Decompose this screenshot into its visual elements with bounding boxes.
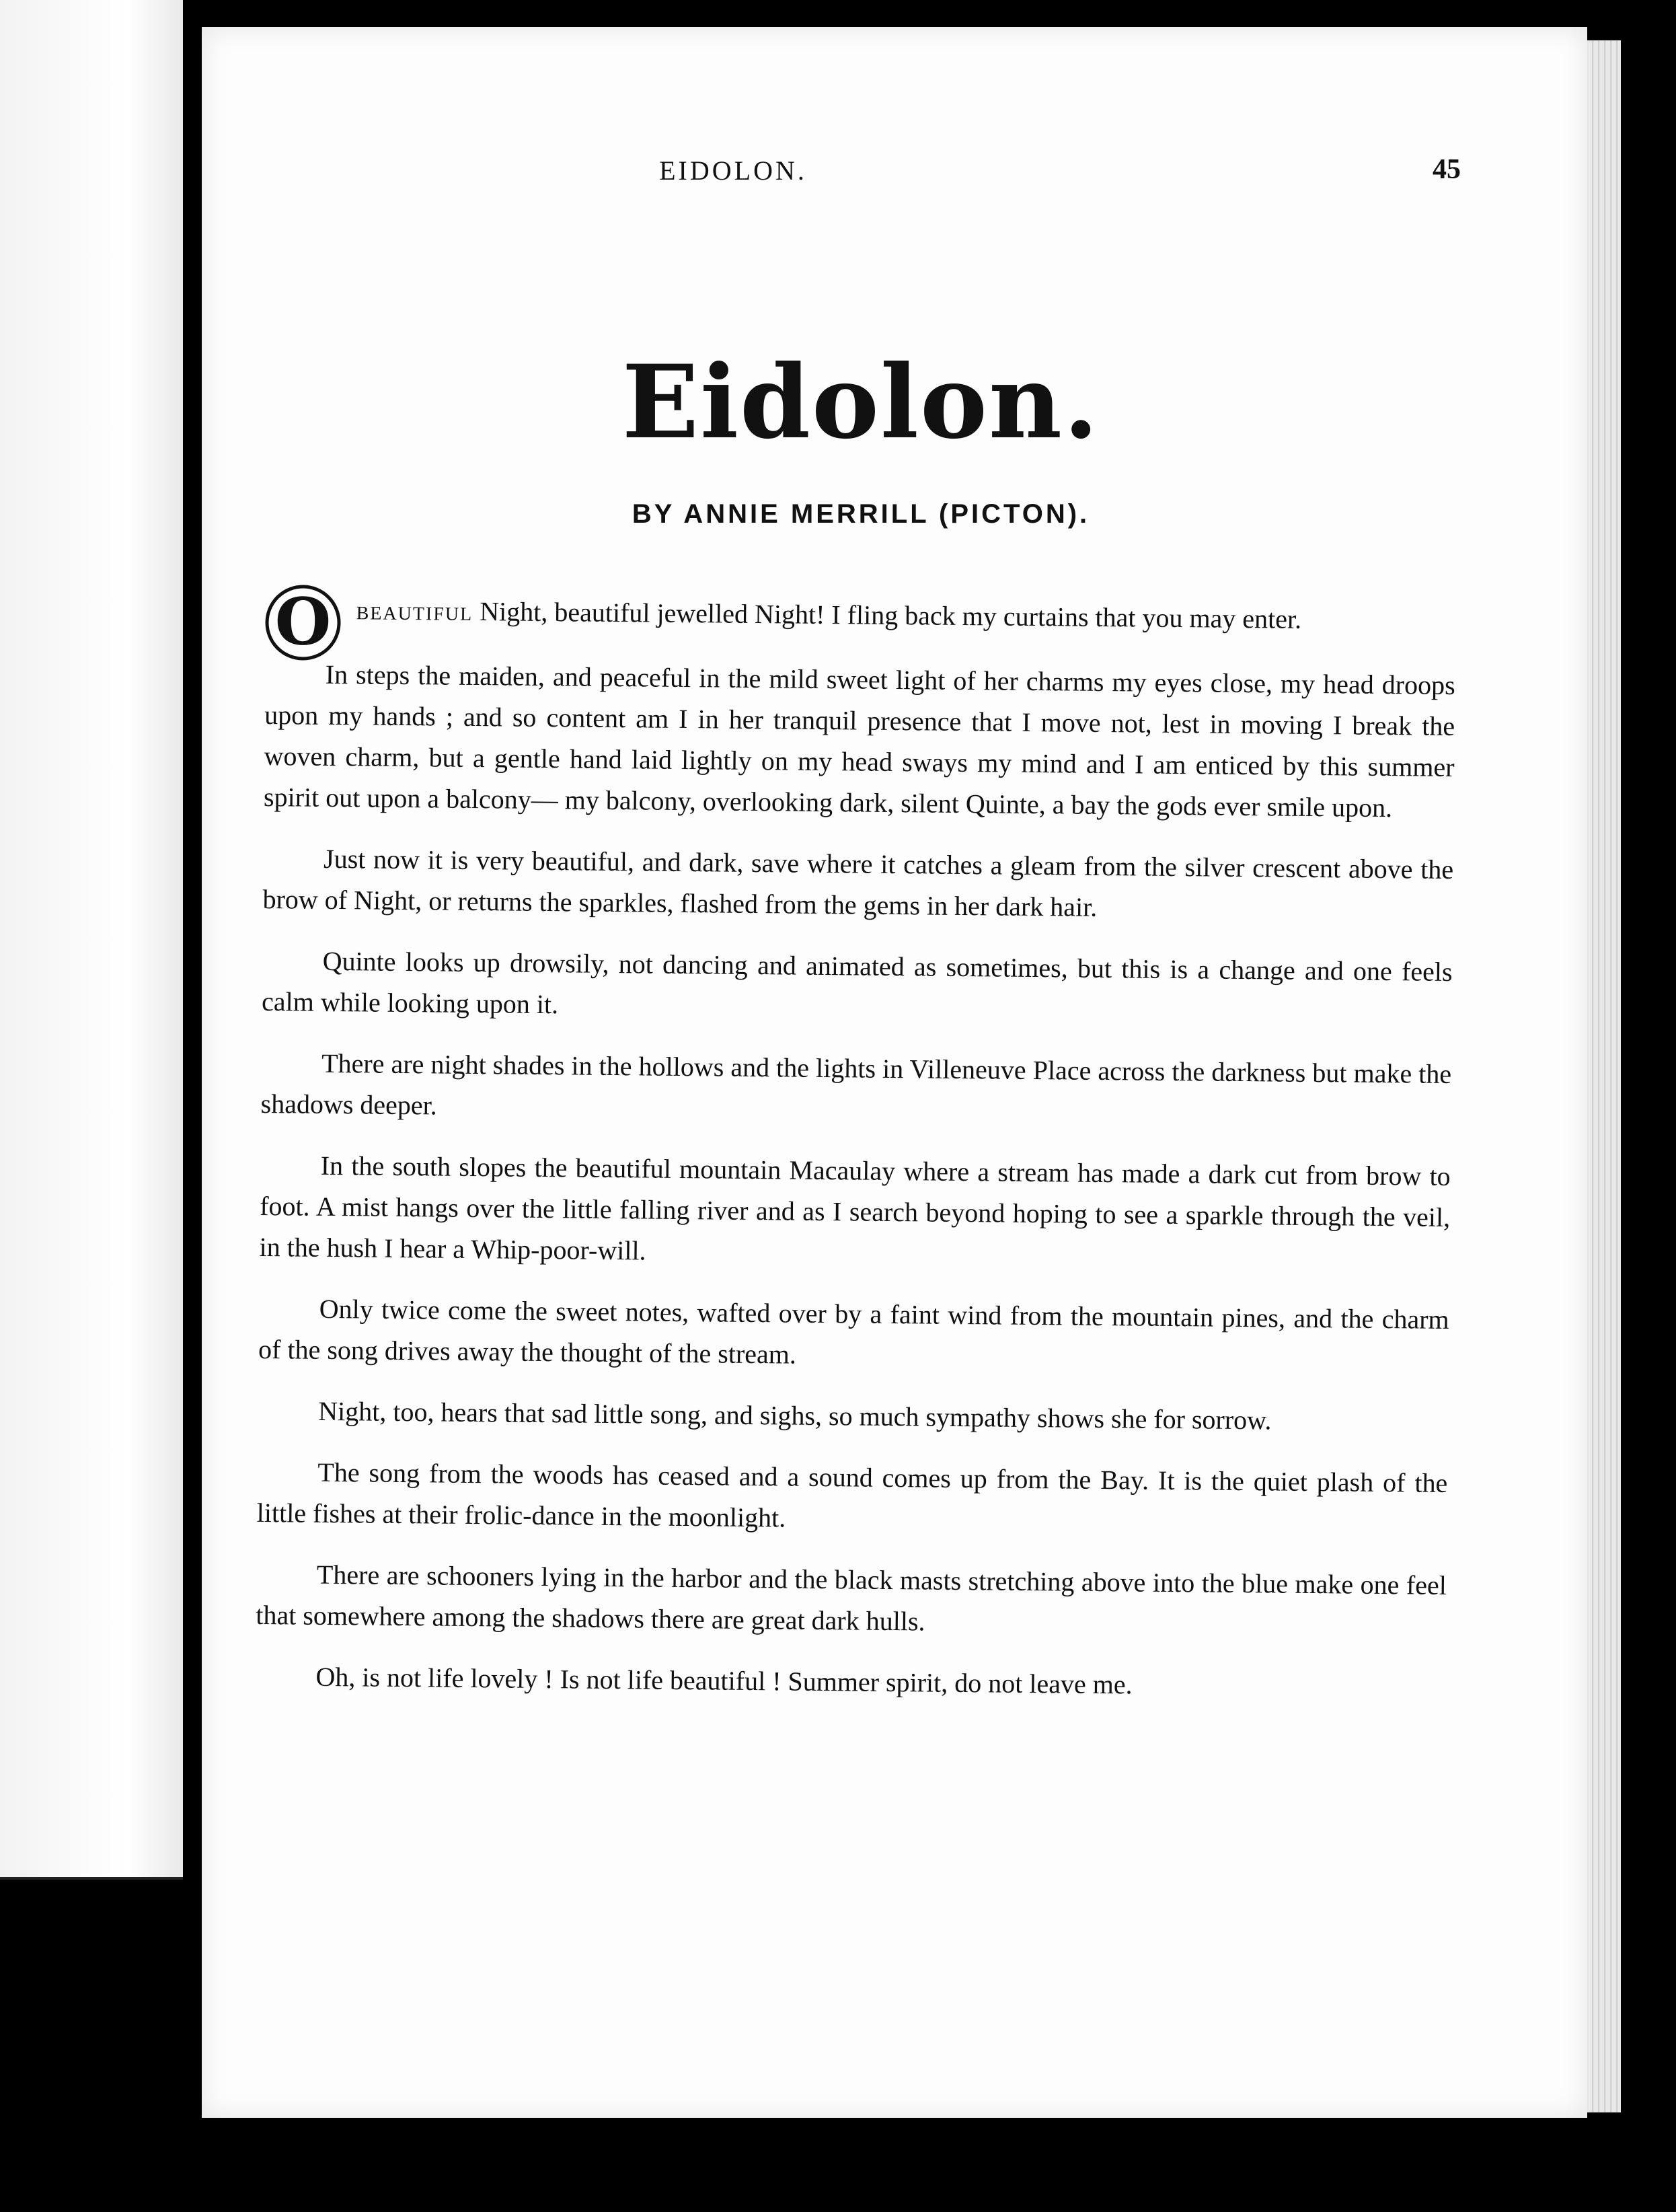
scan-border-bottom (202, 2118, 1676, 2212)
paragraph: Oh, is not life lovely ! Is not life beautiful ! Summer spirit, do not leave me. (315, 1661, 1133, 1700)
running-head: EIDOLON. (659, 155, 807, 186)
paragraph: In steps the maiden, and peaceful in the mild sweet light of her charms my eyes close, my head droops upon my hands ; and so content am I in her tranquil presence that I move not, lest in moving I break the woven charm, but a gentle hand laid lightly on my head sways my mind and I am enticed by this summer spirit out upon a balcony— my balcony, overlooking dark, silent Quinte, a bay the gods ever smile upon. (263, 659, 1455, 823)
scan-border-top (202, 0, 1676, 27)
opening-text: Night, beautiful jewelled Night! I fling back my curtains that you may enter. (473, 595, 1302, 634)
paragraph: In the south slopes the beautiful mountain Macaulay where a stream has made a dark cut from brow to foot. A mist hangs over the little falling river and as I search beyond hoping to see a sparkle through the veil, in the hush I hear a Whip-poor-will. (259, 1150, 1451, 1266)
paragraph: Quinte looks up drowsily, not dancing and animated as sometimes, but this is a change and one feels calm while looking upon it. (261, 945, 1453, 1020)
paragraph: There are night shades in the hollows and the lights in Villeneuve Place across the darkness but make the shadows deeper. (260, 1047, 1452, 1121)
page-number: 45 (1433, 154, 1461, 185)
byline: BY ANNIE MERRILL (PICTON). (632, 499, 1090, 529)
paragraph: The song from the woods has ceased and a sound comes up from the Bay. It is the quiet plash of the little fishes at their frolic-dance in the moonlight. (256, 1457, 1448, 1533)
opening-small-caps: BEAUTIFUL (356, 603, 473, 625)
drop-cap: O (265, 585, 341, 661)
paragraph: Night, too, hears that sad little song, and sighs, so much sympathy shows she for sorrow. (318, 1395, 1272, 1436)
facing-page-edge (0, 0, 183, 1880)
paragraph: Only twice come the sweet notes, wafted over by a faint wind from the mountain pines, and the charm of the song drives away the thought of the stream. (258, 1293, 1449, 1370)
paragraph: Just now it is very beautiful, and dark, save where it catches a gleam from the silver crescent above the brow of Night, or returns the sparkles, flashed from the gems in her dark hair. (262, 843, 1454, 922)
paragraph: There are schooners lying in the harbor and the black masts stretching above into the blue make one feel that somewhere among the shadows there are great dark hulls. (256, 1559, 1447, 1637)
article-body (255, 583, 1456, 1728)
article-title: Eidolon. (621, 343, 1100, 462)
book-page (202, 27, 1587, 2118)
opening-paragraph (265, 583, 1456, 660)
